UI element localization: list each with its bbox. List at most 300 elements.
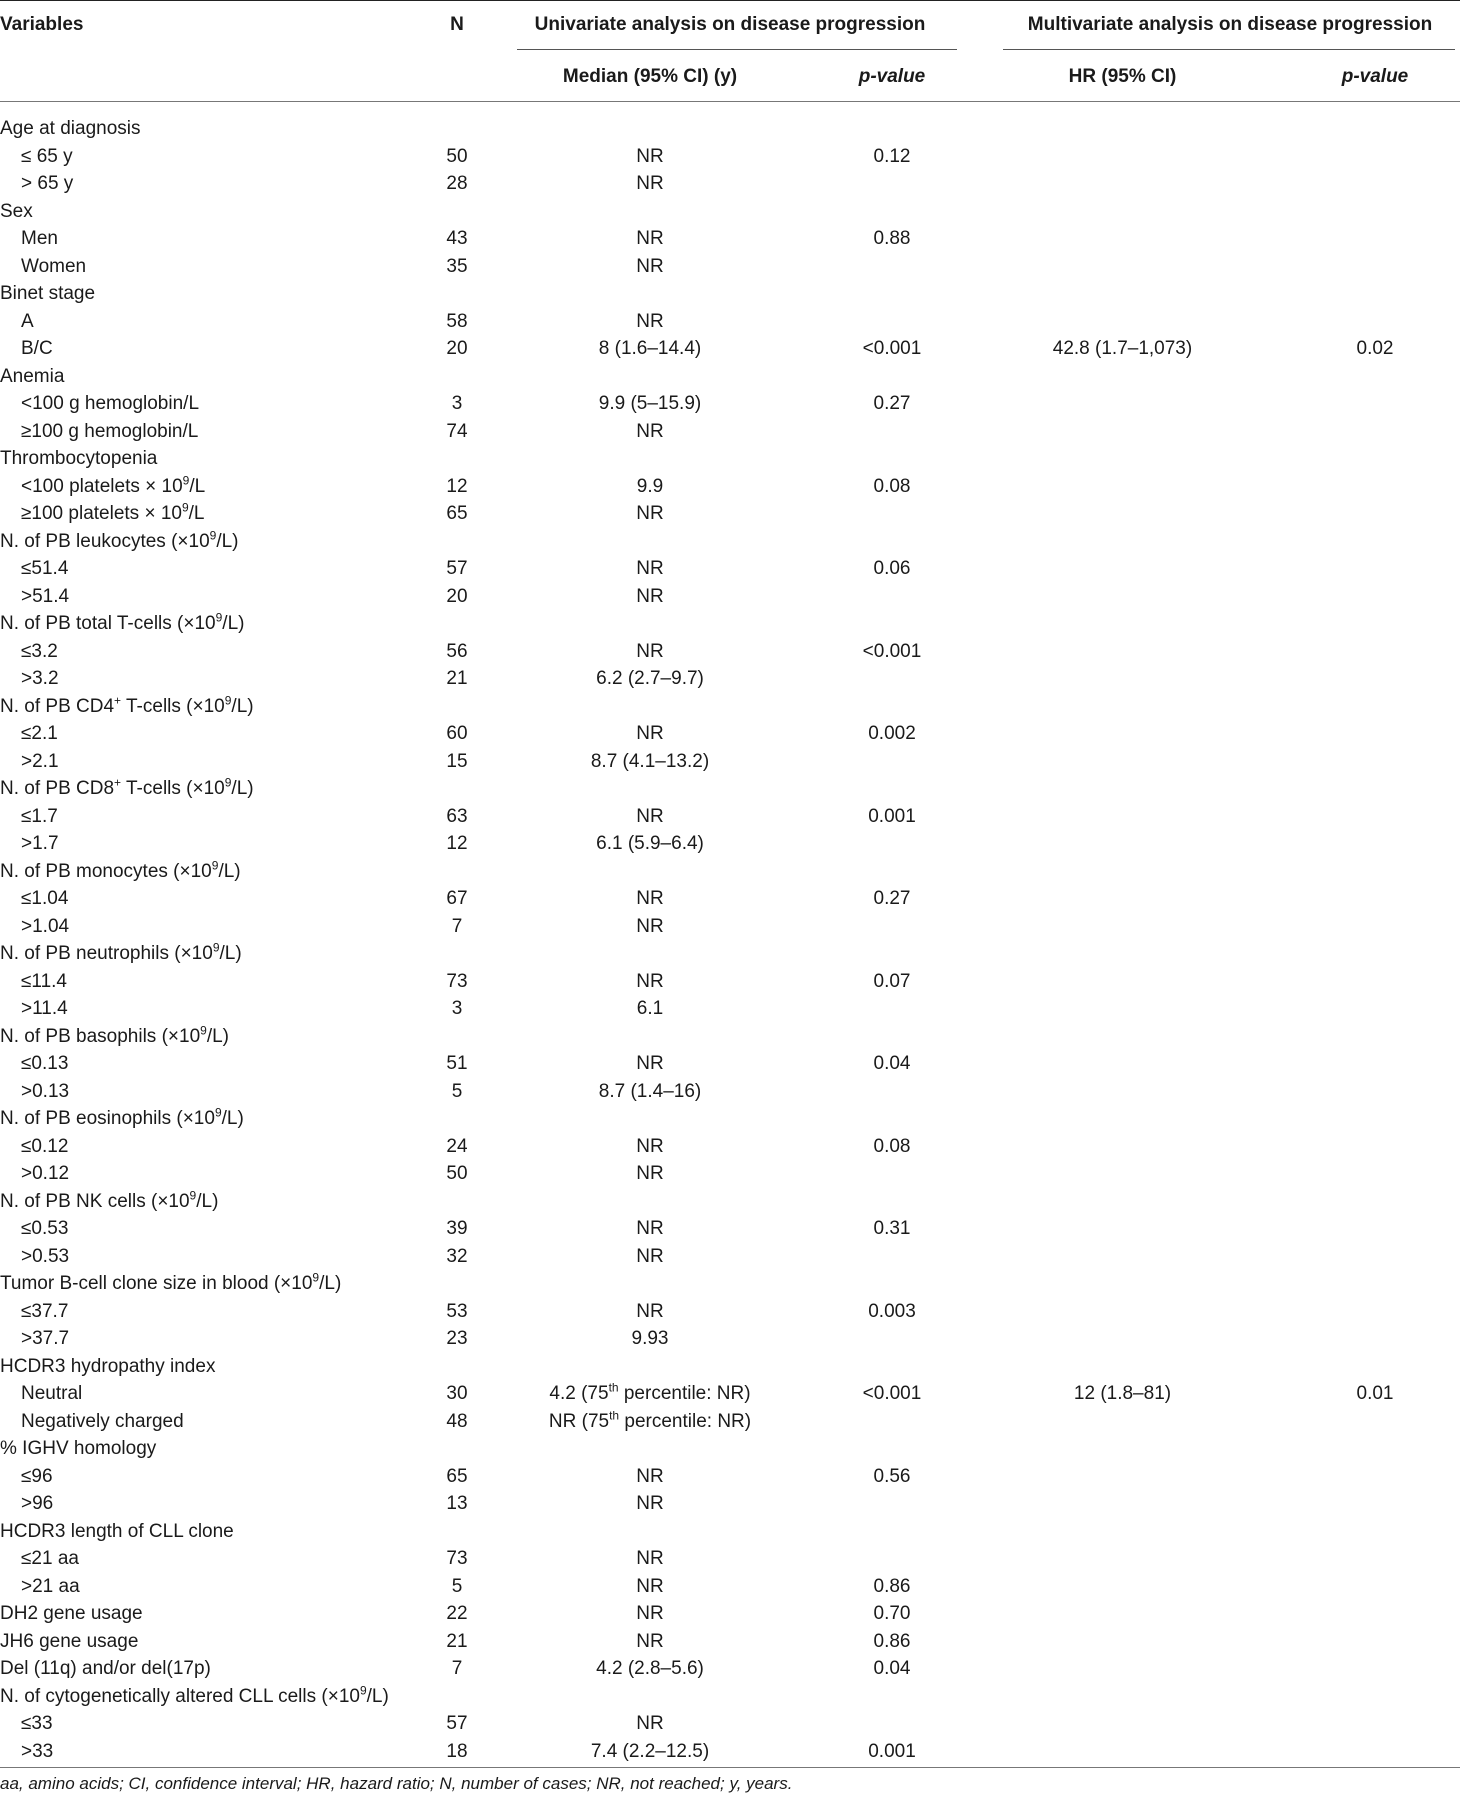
median-cell [490, 1243, 810, 1271]
p-value-cell: <0.001 [862, 1383, 922, 1404]
table-row [0, 1270, 1460, 1298]
label-text: >0.53 [21, 1245, 70, 1267]
p-value-cell: 0.31 [873, 1218, 911, 1239]
variable-label [21, 1545, 79, 1573]
n-cell: 32 [446, 1245, 468, 1267]
n-cell: 22 [446, 1603, 468, 1624]
n-cell: 43 [446, 228, 468, 249]
n-cell: 12 [446, 833, 468, 854]
median-cell [490, 1628, 810, 1656]
table-row [0, 1298, 1460, 1326]
p-value-cell: <0.001 [862, 640, 922, 662]
median-text: NR [636, 723, 664, 744]
table-row [0, 528, 1460, 556]
label-text: N. of PB neutrophils (×10 [0, 943, 213, 964]
header-multivariate: Multivariate analysis on disease progression [1027, 14, 1433, 35]
median-cell [490, 803, 810, 831]
label-text: DH2 gene usage [0, 1603, 143, 1624]
table-row [0, 1628, 1460, 1656]
variable-label [21, 555, 68, 583]
table-row [0, 995, 1460, 1023]
p-value-cell: 0.27 [873, 888, 911, 909]
table-row [0, 445, 1460, 473]
label-text: ≤51.4 [21, 558, 69, 579]
table-row [0, 335, 1460, 363]
table-row [0, 913, 1460, 941]
variable-label [0, 1655, 211, 1683]
median-text: NR [636, 1135, 664, 1157]
label-text: ≤1.7 [21, 805, 58, 827]
median-cell [490, 1545, 810, 1573]
superscript: 9 [312, 1270, 320, 1285]
median-text: NR [636, 1218, 664, 1239]
table-row [0, 775, 1460, 803]
label-text: /L) [319, 1273, 342, 1294]
median-text: NR [636, 640, 664, 662]
bottom-rule [0, 1767, 1460, 1768]
hr-cell: 12 (1.8–81) [1073, 1383, 1172, 1404]
median-text: NR [636, 1465, 664, 1487]
hr-cell: 42.8 (1.7–1,073) [1052, 338, 1193, 359]
table-row [0, 693, 1460, 721]
variable-label [0, 1683, 389, 1711]
variable-label [0, 693, 254, 721]
label-text: /L) [216, 530, 239, 552]
median-cell [490, 335, 810, 363]
n-cell: 30 [446, 1383, 468, 1404]
variable-label [21, 225, 58, 253]
header-n: N [450, 14, 464, 35]
median-text: NR [636, 310, 664, 332]
table-row [0, 1518, 1460, 1546]
table-row [0, 1078, 1460, 1106]
table-row [0, 968, 1460, 996]
superscript: 9 [224, 693, 232, 708]
table-body [0, 115, 1460, 1765]
median-cell [490, 830, 810, 858]
median-cell [490, 1710, 810, 1738]
n-cell: 73 [446, 970, 468, 992]
label-text: >3.2 [21, 668, 59, 689]
label-text: Tumor B-cell clone size in blood (×10 [0, 1273, 313, 1294]
superscript: 9 [181, 500, 189, 515]
table-row [0, 830, 1460, 858]
label-text: >21 aa [21, 1575, 80, 1597]
variable-label [21, 885, 68, 913]
variable-label [0, 1105, 244, 1133]
median-text: 6.2 (2.7–9.7) [596, 668, 704, 689]
superscript: + [114, 775, 122, 790]
table-row [0, 665, 1460, 693]
median-cell [490, 473, 810, 501]
variable-label [21, 1160, 69, 1188]
median-text: NR [636, 255, 664, 277]
variable-label [21, 913, 69, 941]
variable-label [21, 803, 58, 831]
median-cell [490, 170, 810, 198]
median-cell [490, 720, 810, 748]
variable-label [21, 500, 205, 528]
median-cell [490, 308, 810, 336]
table-row [0, 1023, 1460, 1051]
label-text: >0.13 [21, 1080, 70, 1102]
median-text: 9.9 [636, 475, 664, 497]
variable-label [0, 940, 242, 968]
median-cell [490, 665, 810, 693]
table-row [0, 390, 1460, 418]
variable-label [21, 1078, 69, 1106]
table-row [0, 1050, 1460, 1078]
p-value-cell: 0.06 [873, 558, 911, 579]
median-text: NR [636, 145, 664, 167]
label-text: /L) [219, 943, 242, 964]
n-cell: 21 [446, 1630, 468, 1652]
p-value-cell: 0.04 [873, 1053, 911, 1074]
variable-label [0, 198, 33, 226]
label-text: >96 [21, 1493, 54, 1514]
p-value-cell: 0.04 [873, 1658, 911, 1679]
median-text: NR [636, 503, 664, 524]
variable-label [0, 1518, 234, 1546]
variable-label [21, 1573, 80, 1601]
table-row [0, 1710, 1460, 1738]
superscript: 9 [359, 1683, 367, 1698]
median-cell [490, 555, 810, 583]
table-row [0, 473, 1460, 501]
label-text: N. of PB NK cells (×10 [0, 1190, 190, 1212]
median-text: NR [636, 1300, 664, 1322]
table-row [0, 555, 1460, 583]
label-text: /L) [221, 1108, 244, 1129]
variable-label [21, 1133, 68, 1161]
label-text: /L) [366, 1685, 389, 1707]
n-cell: 23 [446, 1328, 468, 1349]
label-text: Neutral [21, 1383, 83, 1404]
n-cell: 51 [446, 1053, 468, 1074]
table-row [0, 280, 1460, 308]
n-cell: 7 [451, 1658, 463, 1679]
label-text: /L) [231, 778, 254, 799]
label-text: T-cells (×10 [121, 778, 225, 799]
label-text: N. of PB CD8 [0, 778, 115, 799]
n-cell: 57 [446, 558, 468, 579]
median-cell [490, 253, 810, 281]
p-value-cell: 0.001 [868, 1740, 916, 1762]
n-cell: 67 [446, 888, 468, 909]
table-row [0, 885, 1460, 913]
table-row [0, 1353, 1460, 1381]
superscript: 9 [212, 940, 220, 955]
superscript: + [114, 693, 122, 708]
median-text: 6.1 (5.9–6.4) [596, 833, 704, 854]
median-cell [490, 1573, 810, 1601]
n-cell: 73 [446, 1548, 468, 1569]
p-value-cell: 0.86 [873, 1575, 911, 1597]
label-text: ≥100 platelets × 10 [21, 503, 182, 524]
label-text: % IGHV homology [0, 1438, 157, 1459]
median-cell [490, 1078, 810, 1106]
variable-label [0, 610, 244, 638]
median-text: NR [636, 1053, 664, 1074]
label-text: ≤11.4 [21, 970, 67, 992]
median-text: 4.2 (75 [549, 1383, 609, 1404]
variable-label [0, 1628, 138, 1656]
median-cell [490, 225, 810, 253]
variable-label [0, 858, 241, 886]
label-text: ≤1.04 [21, 888, 69, 909]
label-text: /L [189, 475, 206, 497]
label-text: > 65 y [21, 173, 74, 194]
n-cell: 65 [446, 503, 468, 524]
label-text: N. of PB basophils (×10 [0, 1025, 201, 1047]
median-cell [490, 1298, 810, 1326]
median-text: NR [636, 420, 664, 442]
header-rule [0, 101, 1460, 102]
label-text: Women [21, 255, 87, 277]
label-text: /L [188, 503, 205, 524]
median-cell [490, 1133, 810, 1161]
label-text: ≤96 [21, 1465, 53, 1487]
variable-label [21, 253, 86, 281]
label-text: Sex [0, 200, 33, 222]
label-text: Men [21, 228, 58, 249]
table-row [0, 143, 1460, 171]
label-text: Thrombocytopenia [0, 448, 158, 469]
table-row [0, 1188, 1460, 1216]
header-univariate: Univariate analysis on disease progression [534, 14, 926, 35]
label-text: /L) [206, 1025, 230, 1047]
header-p-value-multi: p-value [1341, 66, 1409, 87]
label-text: T-cells (×10 [121, 695, 225, 717]
label-text: >2.1 [21, 750, 59, 772]
median-cell [490, 995, 810, 1023]
median-text: NR [636, 1245, 664, 1267]
table-row [0, 1105, 1460, 1133]
table-row [0, 748, 1460, 776]
median-cell [490, 583, 810, 611]
table-row [0, 363, 1460, 391]
label-text: /L) [231, 695, 254, 717]
n-cell: 74 [446, 420, 468, 442]
n-cell: 50 [446, 145, 468, 167]
table-row [0, 115, 1460, 143]
n-cell: 56 [446, 640, 468, 662]
median-cell [490, 885, 810, 913]
median-cell [490, 1600, 810, 1628]
label-text: >51.4 [21, 585, 70, 607]
median-text: 9.93 [631, 1328, 669, 1349]
label-text: N. of PB eosinophils (×10 [0, 1108, 215, 1129]
table-row [0, 1215, 1460, 1243]
table-row [0, 610, 1460, 638]
variable-label [21, 720, 58, 748]
median-cell [490, 1325, 810, 1353]
label-text: >37.7 [21, 1328, 70, 1349]
median-text: NR [636, 173, 664, 194]
label-text: /L) [196, 1190, 219, 1212]
table-row [0, 583, 1460, 611]
median-cell [490, 500, 810, 528]
variable-label [21, 1463, 53, 1491]
label-text: ≤0.12 [21, 1135, 69, 1157]
median-cell [490, 1463, 810, 1491]
median-text: percentile: NR) [618, 1383, 751, 1404]
median-cell [490, 1655, 810, 1683]
label-text: ≤21 aa [21, 1548, 79, 1569]
p-value-cell: 0.56 [873, 1465, 911, 1487]
n-cell: 21 [446, 668, 468, 689]
label-text: ≤2.1 [21, 723, 58, 744]
median-cell [490, 748, 810, 776]
p-value-cell: 0.70 [873, 1603, 911, 1624]
label-text: N. of cytogenetically altered CLL cells (×10 [0, 1685, 360, 1707]
p-value-cell: 0.08 [873, 1135, 911, 1157]
median-cell [490, 143, 810, 171]
median-text: 8.7 (4.1–13.2) [590, 750, 710, 772]
p-value-cell: 0.12 [873, 145, 911, 167]
variable-label [21, 1050, 68, 1078]
median-text: NR [636, 558, 664, 579]
n-cell: 13 [446, 1493, 468, 1514]
variable-label [21, 1710, 53, 1738]
p-value-cell: 0.86 [873, 1630, 911, 1652]
median-text: 9.9 (5–15.9) [598, 393, 702, 414]
n-cell: 20 [446, 585, 468, 607]
variable-label [0, 280, 95, 308]
header-p-value: p-value [858, 66, 926, 87]
n-cell: 28 [446, 173, 468, 194]
superscript: 9 [224, 775, 232, 790]
table-row [0, 1325, 1460, 1353]
median-text: NR [636, 1163, 664, 1184]
n-cell: 39 [446, 1218, 468, 1239]
multivariate-underline [1003, 49, 1455, 50]
variable-label [21, 1298, 68, 1326]
table-row [0, 500, 1460, 528]
n-cell: 5 [451, 1080, 463, 1102]
variable-label [0, 363, 64, 391]
label-text: Negatively charged [21, 1410, 184, 1432]
n-cell: 7 [451, 915, 463, 937]
table-row [0, 1545, 1460, 1573]
variable-label [0, 1353, 215, 1381]
n-cell: 57 [446, 1713, 468, 1734]
p-value-cell: 0.27 [873, 393, 911, 414]
median-text: NR [636, 970, 664, 992]
median-text: percentile: NR) [619, 1410, 752, 1432]
n-cell: 12 [446, 475, 468, 497]
table-row [0, 1160, 1460, 1188]
variable-label [21, 170, 73, 198]
label-text: Anemia [0, 365, 65, 387]
variable-label [21, 1215, 68, 1243]
label-text: Age at diagnosis [0, 118, 141, 139]
median-cell [490, 1215, 810, 1243]
table-row [0, 418, 1460, 446]
variable-label [21, 1738, 53, 1766]
table-row [0, 1133, 1460, 1161]
p-value-cell: 0.88 [873, 228, 911, 249]
n-cell: 15 [446, 750, 468, 772]
label-text: <100 platelets × 10 [21, 475, 183, 497]
table-row [0, 1463, 1460, 1491]
table-row [0, 1490, 1460, 1518]
n-cell: 5 [451, 1575, 463, 1597]
label-text: ≤37.7 [21, 1300, 69, 1322]
label-text: ≤0.53 [21, 1218, 69, 1239]
median-cell [490, 1490, 810, 1518]
superscript: 9 [209, 528, 217, 543]
variable-label [21, 665, 59, 693]
variable-label [21, 1408, 184, 1436]
variable-label [21, 1380, 82, 1408]
n-cell: 35 [446, 255, 468, 277]
label-text: >0.12 [21, 1163, 70, 1184]
label-text: /L) [222, 613, 245, 634]
header-variables: Variables [0, 14, 84, 35]
table-row [0, 170, 1460, 198]
variable-label [21, 335, 53, 363]
table-row [0, 858, 1460, 886]
label-text: HCDR3 length of CLL clone [0, 1520, 234, 1542]
variable-label [0, 1023, 229, 1051]
label-text: N. of PB monocytes (×10 [0, 860, 212, 882]
p-value-cell: 0.07 [873, 970, 911, 992]
n-cell: 53 [446, 1300, 468, 1322]
median-text: NR [636, 805, 664, 827]
n-cell: 63 [446, 805, 468, 827]
median-text: NR [636, 1713, 664, 1734]
variable-label [0, 115, 141, 143]
superscript: 9 [200, 1023, 207, 1038]
table-row [0, 198, 1460, 226]
variable-label [0, 1600, 143, 1628]
variable-label [21, 638, 58, 666]
top-rule [0, 0, 1460, 1]
multi-p-value-cell: 0.02 [1356, 338, 1394, 359]
label-text: JH6 gene usage [0, 1630, 139, 1652]
n-cell: 20 [446, 338, 468, 359]
median-cell [490, 390, 810, 418]
n-cell: 24 [446, 1135, 468, 1157]
label-text: >1.04 [21, 915, 70, 937]
n-cell: 60 [446, 723, 468, 744]
median-text: NR [636, 915, 664, 937]
table-row [0, 308, 1460, 336]
table-row [0, 1573, 1460, 1601]
p-value-cell: 0.003 [868, 1300, 916, 1322]
n-cell: 48 [446, 1410, 468, 1432]
variable-label [21, 1325, 69, 1353]
n-cell: 3 [451, 998, 463, 1019]
table-row [0, 1408, 1460, 1436]
header-hr: HR (95% CI) [1068, 66, 1177, 87]
p-value-cell: 0.002 [868, 723, 916, 744]
table-row [0, 720, 1460, 748]
median-cell [490, 1160, 810, 1188]
table-row [0, 1655, 1460, 1683]
label-text: >11.4 [21, 998, 68, 1019]
variable-label [21, 390, 199, 418]
superscript: 9 [215, 610, 223, 625]
label-text: ≥100 g hemoglobin/L [21, 420, 199, 442]
variable-label [21, 1490, 53, 1518]
median-text: NR [636, 228, 664, 249]
table-row [0, 803, 1460, 831]
variable-label [0, 1270, 341, 1298]
variable-label [0, 1188, 218, 1216]
superscript: 9 [182, 473, 190, 488]
